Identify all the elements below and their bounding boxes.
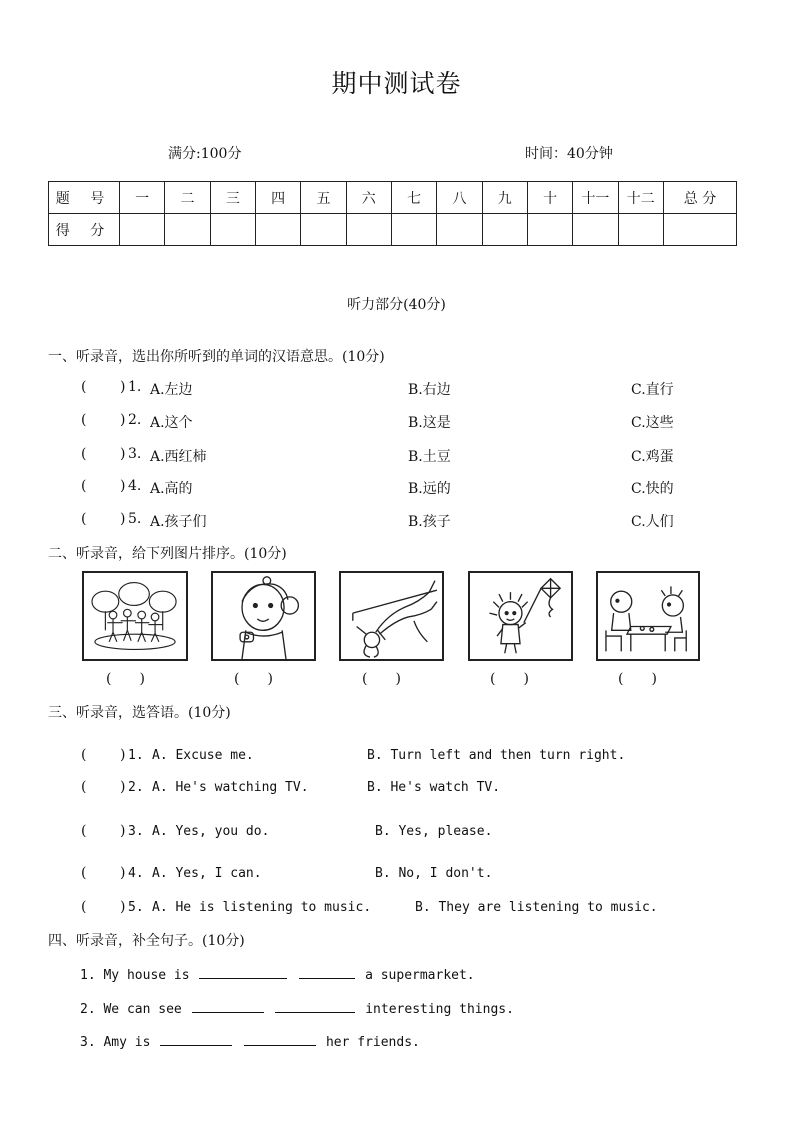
score-table-header-row xyxy=(49,182,737,214)
option-a: A.高的 xyxy=(150,481,193,497)
picture-children-playing xyxy=(82,571,188,661)
score-input-cell[interactable] xyxy=(618,214,663,246)
score-input-cell[interactable] xyxy=(346,214,391,246)
answer-paren-open: ( xyxy=(81,779,87,795)
answer-paren-close[interactable]: ) xyxy=(120,478,126,494)
section2-heading: 二、听录音，给下列图片排序。(10分) xyxy=(48,546,287,562)
option-b: B.右边 xyxy=(408,382,451,398)
score-input-cell[interactable] xyxy=(165,214,210,246)
option-a: A.西红柿 xyxy=(150,449,207,465)
answer-paren-open: ( xyxy=(81,823,87,839)
table-illustration xyxy=(598,573,698,659)
fill-sentence xyxy=(80,1000,514,1017)
option-a: A. Yes, you do. xyxy=(152,824,270,839)
score-table-cell: 五 xyxy=(301,182,346,214)
fill-blank[interactable] xyxy=(192,1000,264,1013)
score-table-cell: 四 xyxy=(255,182,300,214)
option-b: B. He's watch TV. xyxy=(367,780,501,795)
question-number: 3. xyxy=(128,824,144,839)
option-a: A.这个 xyxy=(150,415,193,431)
high-jump-illustration xyxy=(341,573,442,659)
score-table-cell: 三 xyxy=(210,182,255,214)
answer-paren-close[interactable]: ) xyxy=(120,747,126,763)
answer-paren-close[interactable]: ) xyxy=(120,412,126,428)
question-number: 1. xyxy=(128,748,144,763)
option-b: B. Turn left and then turn right. xyxy=(367,748,626,763)
fill-sentence xyxy=(80,966,475,983)
question-number: 2. xyxy=(128,780,144,795)
score-input-cell[interactable] xyxy=(391,214,436,246)
answer-paren-close[interactable]: ) xyxy=(120,899,126,915)
score-table-cell: 七 xyxy=(391,182,436,214)
option-c: C.鸡蛋 xyxy=(631,449,674,465)
score-table-cell: 一 xyxy=(120,182,165,214)
score-input-cell[interactable] xyxy=(255,214,300,246)
fill-blank[interactable] xyxy=(275,1000,355,1013)
sentence-end: her friends. xyxy=(325,1035,420,1050)
option-a: A. Excuse me. xyxy=(152,748,254,763)
score-table-cell: 二 xyxy=(165,182,210,214)
score-input-cell[interactable] xyxy=(120,214,165,246)
question-number: 1. xyxy=(128,379,142,395)
sentence-end: interesting things. xyxy=(365,1002,514,1017)
answer-paren-close[interactable]: ) xyxy=(120,779,126,795)
score-table-cell: 十 xyxy=(527,182,572,214)
picture-answer-bracket[interactable]: ( ) xyxy=(362,671,401,687)
time-label: 时间：40分钟 xyxy=(525,146,613,162)
section3-heading: 三、听录音，选答语。(10分) xyxy=(48,705,231,721)
option-a: A. Yes, I can. xyxy=(152,866,262,881)
answer-paren-open: ( xyxy=(81,511,87,527)
score-table-cell: 十二 xyxy=(618,182,663,214)
option-a: A.左边 xyxy=(150,382,193,398)
score-table-cell: 十一 xyxy=(573,182,618,214)
sentence-start: 3. Amy is xyxy=(80,1035,151,1050)
full-score-label: 满分:100分 xyxy=(168,146,242,162)
answer-paren-open: ( xyxy=(81,446,87,462)
sentence-end: a supermarket. xyxy=(365,968,475,983)
option-b: B. Yes, please. xyxy=(375,824,493,839)
option-c: C.直行 xyxy=(631,382,674,398)
option-b: B.这是 xyxy=(408,415,451,431)
answer-paren-close[interactable]: ) xyxy=(120,379,126,395)
picture-answer-bracket[interactable]: ( ) xyxy=(106,671,145,687)
score-table-score-row xyxy=(49,214,737,246)
score-input-cell[interactable] xyxy=(301,214,346,246)
picture-answer-bracket[interactable]: ( ) xyxy=(618,671,657,687)
question-number: 3. xyxy=(128,446,142,462)
answer-paren-close[interactable]: ) xyxy=(120,446,126,462)
question-number: 5. xyxy=(128,511,142,527)
score-table-cell: 九 xyxy=(482,182,527,214)
score-table-cell: 六 xyxy=(346,182,391,214)
option-b: B. No, I don't. xyxy=(375,866,493,881)
answer-paren-open: ( xyxy=(81,412,87,428)
option-c: C.这些 xyxy=(631,415,674,431)
score-input-cell[interactable] xyxy=(573,214,618,246)
picture-answer-bracket[interactable]: ( ) xyxy=(490,671,529,687)
answer-paren-close[interactable]: ) xyxy=(120,865,126,881)
question-number: 2. xyxy=(128,412,142,428)
section1-heading: 一、听录音，选出你所听到的单词的汉语意思。(10分) xyxy=(48,349,385,365)
score-table-cell: 总 分 xyxy=(664,182,737,214)
page-title: 期中测试卷 xyxy=(331,69,462,98)
score-input-cell[interactable] xyxy=(664,214,737,246)
kite-illustration xyxy=(470,573,571,659)
fill-blank[interactable] xyxy=(160,1033,232,1046)
option-b: B.孩子 xyxy=(408,514,451,530)
fill-blank[interactable] xyxy=(299,966,355,979)
score-table-cell: 八 xyxy=(437,182,482,214)
option-b: B.远的 xyxy=(408,481,451,497)
option-b: B.土豆 xyxy=(408,449,451,465)
option-a: A. He is listening to music. xyxy=(152,900,372,915)
option-c: C.快的 xyxy=(631,481,674,497)
score-table-cell: 得 分 xyxy=(49,214,120,246)
picture-flying-kite xyxy=(468,571,573,661)
fill-sentence xyxy=(80,1033,420,1050)
sentence-start: 1. My house is xyxy=(80,968,190,983)
answer-paren-open: ( xyxy=(81,379,87,395)
picture-kids-at-table xyxy=(596,571,700,661)
answer-paren-open: ( xyxy=(81,747,87,763)
girl-illustration xyxy=(213,573,314,659)
score-table-cell: 题 号 xyxy=(49,182,120,214)
answer-paren-close[interactable]: ) xyxy=(120,511,126,527)
answer-paren-close[interactable]: ) xyxy=(120,823,126,839)
score-input-cell[interactable] xyxy=(210,214,255,246)
option-b: B. They are listening to music. xyxy=(415,900,658,915)
question-number: 5. xyxy=(128,900,144,915)
question-number: 4. xyxy=(128,866,144,881)
option-a: A. He's watching TV. xyxy=(152,780,309,795)
picture-answer-bracket[interactable]: ( ) xyxy=(234,671,273,687)
option-a: A.孩子们 xyxy=(150,514,207,530)
score-input-cell[interactable] xyxy=(482,214,527,246)
picture-high-jump xyxy=(339,571,444,661)
picture-girl-eating xyxy=(211,571,316,661)
listening-heading: 听力部分(40分) xyxy=(347,297,446,313)
children-playing-illustration xyxy=(84,573,186,659)
fill-blank[interactable] xyxy=(244,1033,316,1046)
score-input-cell[interactable] xyxy=(527,214,572,246)
answer-paren-open: ( xyxy=(81,865,87,881)
question-number: 4. xyxy=(128,478,142,494)
score-table xyxy=(48,181,737,246)
answer-paren-open: ( xyxy=(81,899,87,915)
fill-blank[interactable] xyxy=(199,966,287,979)
option-c: C.人们 xyxy=(631,514,674,530)
section4-heading: 四、听录音，补全句子。(10分) xyxy=(48,933,245,949)
sentence-start: 2. We can see xyxy=(80,1002,182,1017)
answer-paren-open: ( xyxy=(81,478,87,494)
score-input-cell[interactable] xyxy=(437,214,482,246)
